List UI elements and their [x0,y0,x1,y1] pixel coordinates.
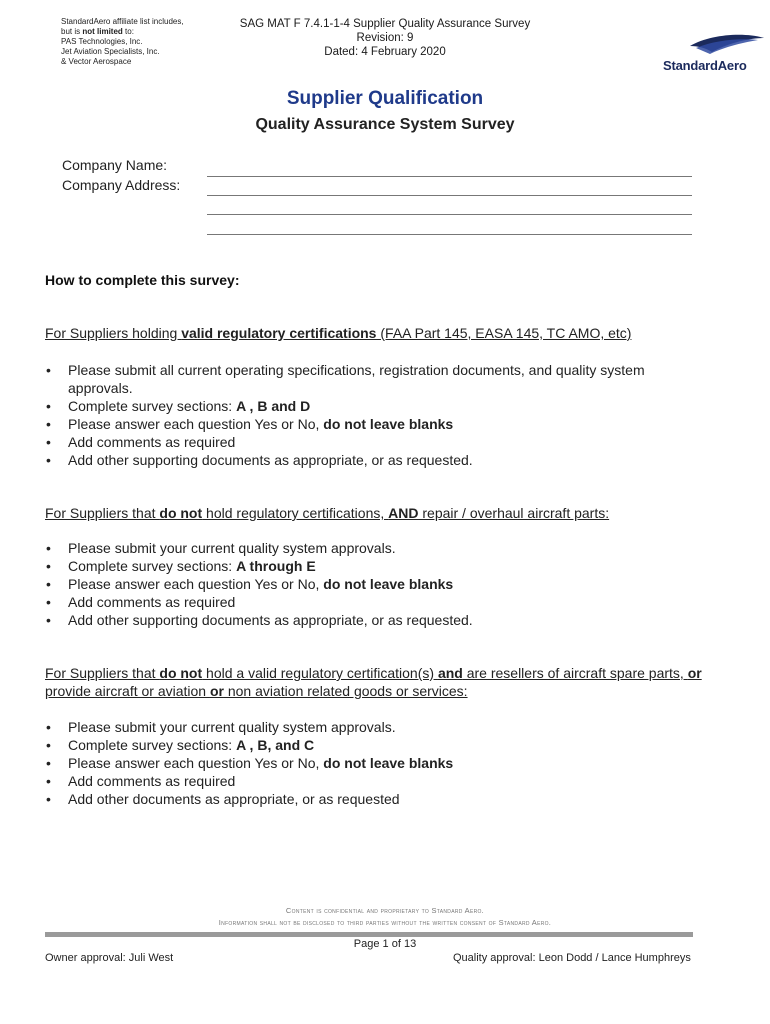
list-item: • Please answer each question Yes or No, do not leave blanks [45,415,705,433]
document-id: SAG MAT F 7.4.1-1-4 Supplier Quality Assurance Survey [239,18,531,30]
how-to-heading: How to complete this survey: [45,272,240,288]
section1-list [45,361,705,469]
list-item: • Complete survey sections: A through E [45,557,705,575]
list-item: • Please answer each question Yes or No, do not leave blanks [45,754,705,772]
confidential-notice-1: Content is confidential and proprietary to Standard Aero. [285,906,485,915]
page-subtitle: Quality Assurance System Survey [255,116,515,133]
page-number: Page 1 of 13 [353,938,417,950]
company-name-label: Company Name: [62,157,168,173]
affiliate-list [61,17,184,67]
list-item: • Add other supporting documents as appropriate, or as requested. [45,611,705,629]
list-item: • Complete survey sections: A , B and D [45,397,705,415]
list-item: • Please submit your current quality system approvals. [45,539,705,557]
section3-intro: For Suppliers that do not hold a valid regulatory certification(s) and are resellers of aircraft spare parts, or provide aircraft or aviation or non aviation related goods or services: [45,665,702,699]
company-address-label: Company Address: [62,177,181,193]
list-item: • Complete survey sections: A , B, and C [45,736,705,754]
owner-approval: Owner approval: Juli West [45,952,174,964]
confidential-notice-2: Information shall not be disclosed to third parties without the written consent of Standard Aero. [218,918,552,927]
list-item: • Add other documents as appropriate, or as requested [45,790,705,808]
company-address-field-1[interactable] [207,195,692,196]
affiliate-line-3: PAS Technologies, Inc. [61,37,143,46]
section2-intro: For Suppliers that do not hold regulatory certifications, AND repair / overhaul aircraft parts: [45,505,610,521]
logo-wordmark: StandardAero [663,58,747,73]
affiliate-line-1: StandardAero affiliate list includes, [61,17,184,26]
list-item: • Please submit all current operating specifications, registration documents, and quality system approvals. [45,361,705,397]
footer-divider [45,932,693,937]
list-item: • Please answer each question Yes or No, do not leave blanks [45,575,705,593]
company-address-field-2[interactable] [207,214,692,215]
affiliate-line-5: & Vector Aerospace [61,57,132,66]
section2-list [45,539,705,629]
list-item: • Add comments as required [45,433,705,451]
affiliate-line-2: but is not limited to: [61,27,134,36]
document-info [220,17,550,59]
company-address-field-3[interactable] [207,234,692,235]
affiliate-line-4: Jet Aviation Specialists, Inc. [61,47,160,56]
section3-list [45,718,705,808]
list-item: • Add comments as required [45,593,705,611]
document-date: Dated: 4 February 2020 [324,46,446,58]
list-item: • Add comments as required [45,772,705,790]
company-name-field[interactable] [207,176,692,177]
list-item: • Add other supporting documents as appropriate, or as requested. [45,451,705,469]
document-revision: Revision: 9 [356,32,414,44]
section1-intro: For Suppliers holding valid regulatory certifications (FAA Part 145, EASA 145, TC AMO, etc) [45,325,632,341]
page-title: Supplier Qualification [286,88,484,109]
quality-approval: Quality approval: Leon Dodd / Lance Humphreys [453,952,691,964]
list-item: • Please submit your current quality system approvals. [45,718,705,736]
